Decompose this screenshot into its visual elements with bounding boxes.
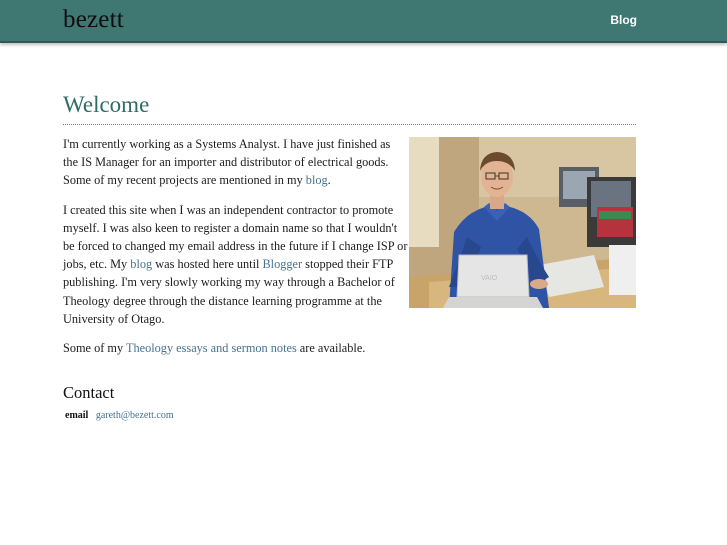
contact-email-row: [65, 409, 636, 423]
site-title-link[interactable]: bezett: [63, 6, 124, 33]
theology-text: Some of my: [63, 341, 126, 356]
history-paragraph: [63, 201, 408, 328]
portrait-photo: [409, 137, 636, 308]
welcome-heading: Welcome: [63, 88, 636, 125]
history-text-3: stopped their FTP publishing. I'm very slowly working my way through a Bachelor of Theology degree through the distance learning programme at the University of Otago.: [63, 257, 395, 326]
email-label: email: [65, 410, 89, 422]
svg-text:VAIO: VAIO: [481, 275, 498, 282]
blog-link-2[interactable]: blog: [130, 257, 153, 272]
history-text-2: was hosted here until: [152, 257, 263, 272]
theology-paragraph: [63, 339, 408, 357]
portrait-photo-image: [409, 137, 636, 308]
intro-text-end: .: [327, 173, 331, 188]
theology-essays-link[interactable]: Theology essays and sermon notes: [125, 341, 297, 356]
theology-text-end: are available.: [296, 341, 366, 356]
nav-blog-link[interactable]: Blog: [610, 13, 637, 27]
email-link[interactable]: gareth@bezett.com: [95, 410, 174, 422]
top-bar: [0, 0, 727, 43]
blogger-link[interactable]: Blogger: [262, 257, 303, 272]
main-content: [63, 88, 636, 423]
history-text-1: I created this site when I was an independent contractor to promote myself. I was also keen to register a domain name so that I wouldn't be forced to changed my email address in the future if I change ISP or jobs, etc. My: [63, 202, 408, 272]
contact-heading: Contact: [63, 383, 115, 403]
blog-link[interactable]: blog: [305, 173, 328, 188]
intro-text: I'm currently working as a Systems Analyst. I have just finished as the IS Manager for an importer and distributor of electrical goods. Some of my recent projects are mentioned in my: [63, 137, 391, 188]
intro-paragraph: [63, 135, 408, 190]
